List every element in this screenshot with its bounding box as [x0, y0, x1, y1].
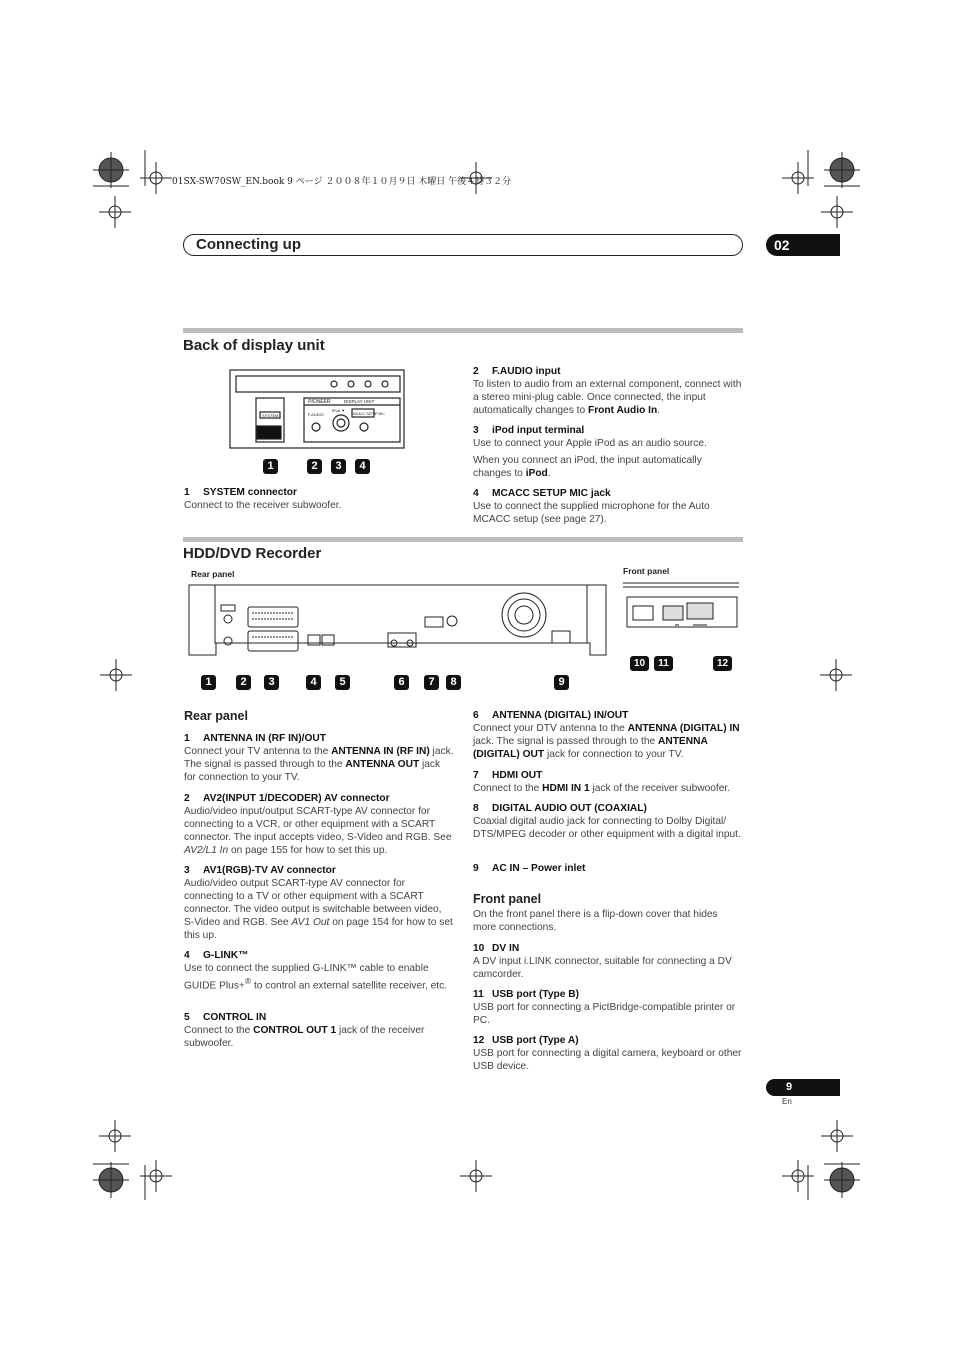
badge-7: 7 [424, 675, 439, 690]
rear-item-1: 1 ANTENNA IN (RF IN)/OUT Connect your TV antenna to the ANTENNA IN (RF IN) jack. The signal is passed through to the ANTENNA OUT jack for connection to your TV. [184, 733, 454, 783]
rear-panel-illustration [188, 583, 608, 663]
chapter-number: 02 [766, 234, 840, 256]
rear-panel-label: Rear panel [191, 569, 235, 579]
rear-item-5: 5 CONTROL IN Connect to the CONTROL OUT 1 jack of the receiver subwoofer. [184, 1012, 425, 1049]
front-panel-intro: On the front panel there is a flip-down cover that hides more connections. [473, 909, 718, 933]
badge-12: 12 [713, 656, 732, 671]
badge-5: 5 [335, 675, 350, 690]
section-title-bar [183, 234, 743, 256]
rear-item-6: 6 ANTENNA (DIGITAL) IN/OUT Connect your DTV antenna to the ANTENNA (DIGITAL) IN jack. The signal is passed through to the ANTENNA (DIGITAL) OUT jack for connection to your TV. [473, 710, 740, 760]
front-item-11: 11 USB port (Type B) USB port for connecting a PictBridge-compatible printer or PC. [473, 989, 736, 1026]
rear-item-9: 9 AC IN – Power inlet [473, 863, 586, 874]
rear-item-4: 4 G-LINK™ Use to connect the supplied G-LINK™ cable to enable GUIDE Plus+® to control an external satellite receiver, etc. [184, 950, 448, 992]
rear-item-8: 8 DIGITAL AUDIO OUT (COAXIAL) Coaxial digital audio jack for connecting to Dolby Digital/ DTS/MPEG decoder or other equipment with a digital input. [473, 803, 741, 840]
front-panel-heading: Front panel [473, 892, 542, 906]
mcacc-label: MCACC SETUP MIC [353, 412, 385, 416]
display-item-4: 4 MCACC SETUP MIC jack Use to connect the supplied microphone for the Auto MCACC setup (see page 27). [473, 488, 710, 525]
rear-item-7: 7 HDMI OUT Connect to the HDMI IN 1 jack of the receiver subwoofer. [473, 770, 731, 794]
section-title: Connecting up [196, 236, 301, 253]
badge-1: 1 [263, 459, 278, 474]
display-unit-illustration [228, 368, 408, 458]
badge-1: 1 [201, 675, 216, 690]
section-rule [183, 328, 743, 333]
badge-9: 9 [554, 675, 569, 690]
badge-6: 6 [394, 675, 409, 690]
badge-4: 4 [355, 459, 370, 474]
badge-2: 2 [307, 459, 322, 474]
language-code: En [782, 1097, 792, 1106]
badge-8: 8 [446, 675, 461, 690]
rear-panel-heading: Rear panel [184, 709, 248, 723]
system-label: SYSTEM [262, 413, 279, 418]
badge-2: 2 [236, 675, 251, 690]
badge-11: 11 [654, 656, 673, 671]
front-item-12: 12 USB port (Type A) USB port for connecting a digital camera, keyboard or other USB device. [473, 1035, 742, 1072]
display-item-3: 3 iPod input terminal Use to connect your Apple iPod as an audio source. When you connect an iPod, the input automatically changes to iPod. [473, 425, 707, 479]
brand-label: PIONEER [308, 399, 331, 405]
badge-10: 10 [630, 656, 649, 671]
back-display-heading: Back of display unit [183, 337, 325, 354]
front-panel-label: Front panel [623, 566, 670, 576]
display-item-2: 2 F.AUDIO input To listen to audio from an external component, connect with a stereo mini-plug cable. Once connected, the input automatically changes to Front Audio In. [473, 366, 742, 416]
badge-3: 3 [264, 675, 279, 690]
front-panel-illustration [623, 581, 741, 636]
recorder-heading: HDD/DVD Recorder [183, 545, 322, 562]
page-number: 9 [766, 1079, 840, 1096]
ipod-label: iPod ▼ [332, 408, 346, 413]
rear-item-2: 2 AV2(INPUT 1/DECODER) AV connector Audio/video input/output SCART-type AV connector for connecting to a VCR, or other equipment with a SCART connector. The input accepts video, S-Video and RGB. See AV2/L1 In on page 155 for how to set this up. [184, 793, 452, 856]
unit-label: DISPLAY UNIT [344, 399, 375, 404]
rear-item-3: 3 AV1(RGB)-TV AV connector Audio/video output SCART-type AV connector for connecting to a TV or other equipment with a SCART connector. The video output is switchable between video, S-Video and RGB. See AV1 Out on page 154 for how to set this up. [184, 865, 453, 941]
badge-4: 4 [306, 675, 321, 690]
display-item-1: 1 SYSTEM connector Connect to the receiver subwoofer. [184, 487, 342, 511]
front-item-10: 10 DV IN A DV input i.LINK connector, suitable for connecting a DV camcorder. [473, 943, 732, 980]
section-rule [183, 537, 743, 542]
print-file-line: 01SX-SW70SW_EN.book 9 ページ ２００８年１０月９日 木曜日 午後４時３２分 [172, 177, 512, 187]
faudio-label: F.AUDIO [308, 412, 324, 417]
badge-3: 3 [331, 459, 346, 474]
